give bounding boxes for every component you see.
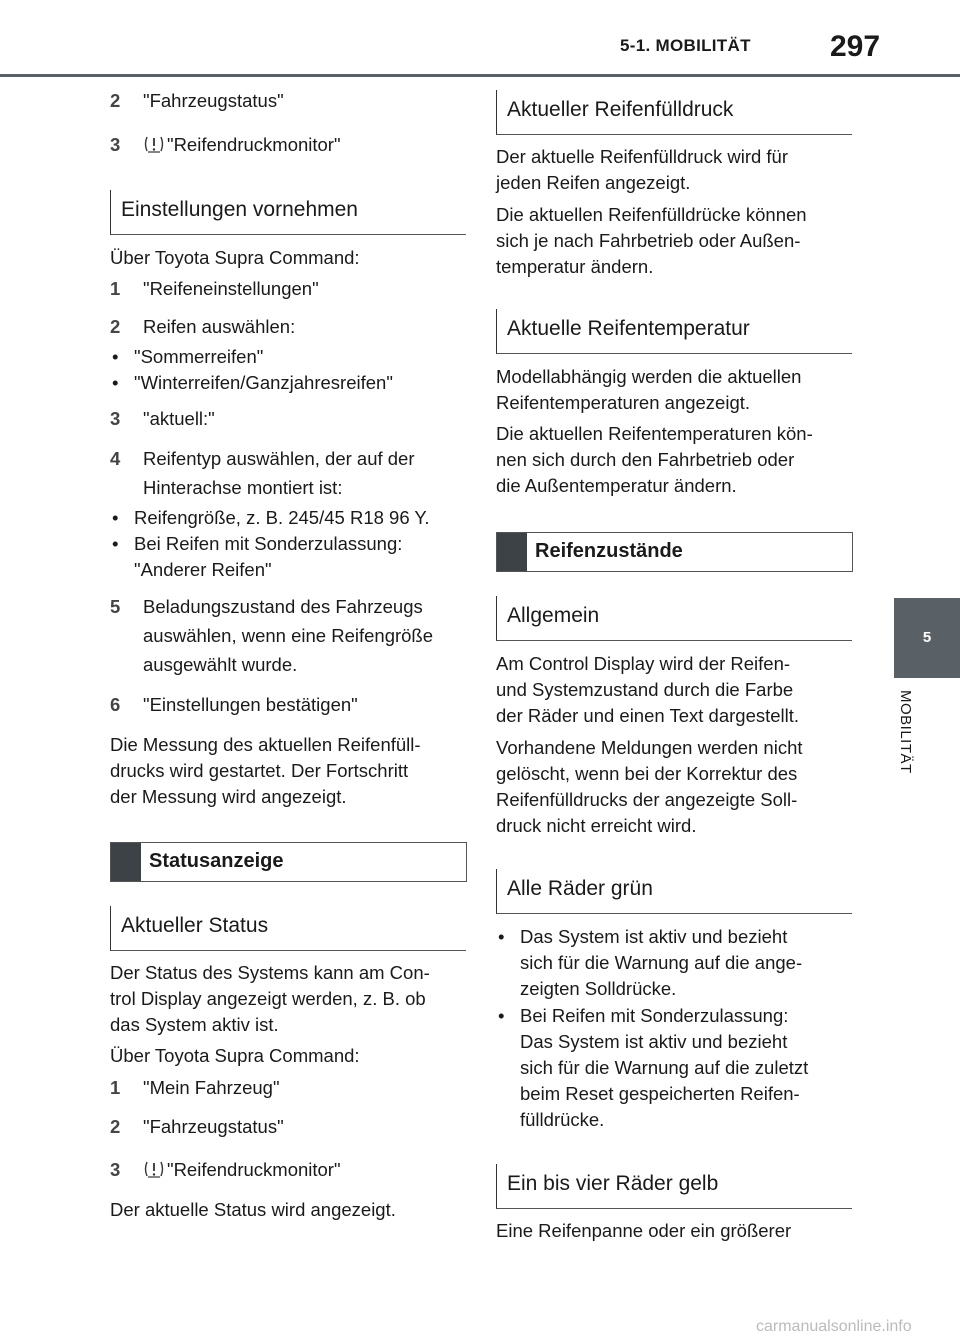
text-line: Der Status des Systems kann am Con- bbox=[110, 962, 430, 983]
paragraph bbox=[496, 202, 851, 280]
step-text: auswählen, wenn eine Reifengröße bbox=[143, 625, 434, 646]
step-text: "Fahrzeugstatus" bbox=[143, 90, 284, 111]
text-line: Der aktuelle Reifenfülldruck wird für bbox=[496, 146, 789, 167]
text-line: Reifentemperaturen angezeigt. bbox=[496, 392, 751, 413]
text-line: Das System ist aktiv und bezieht bbox=[520, 1031, 788, 1052]
text-line: nen sich durch den Fahrbetrieb oder bbox=[496, 449, 795, 470]
heading-text: Einstellungen vornehmen bbox=[121, 198, 358, 221]
text-line: die Außentemperatur ändern. bbox=[496, 475, 737, 496]
heading-text: Aktueller Status bbox=[121, 914, 269, 937]
step-text: Beladungszustand des Fahrzeugs bbox=[143, 596, 423, 617]
text-line: fülldrücke. bbox=[520, 1109, 605, 1130]
tire-warning-icon bbox=[143, 1160, 165, 1178]
chapter-label bbox=[892, 690, 922, 810]
paragraph bbox=[496, 144, 851, 196]
section-heading bbox=[496, 90, 852, 135]
section-heading bbox=[496, 309, 852, 354]
running-header-section: 5-1. MOBILITÄT bbox=[620, 36, 751, 55]
section-heading bbox=[496, 1164, 852, 1209]
text-line: Modellabhängig werden die aktuellen bbox=[496, 366, 802, 387]
bullet-text bbox=[520, 924, 850, 1002]
step-text: "Reifendruckmonitor" bbox=[167, 134, 341, 155]
heading-bar bbox=[111, 843, 141, 881]
paragraph bbox=[496, 364, 851, 416]
text-line: beim Reset gespeicherten Reifen- bbox=[520, 1083, 800, 1104]
paragraph bbox=[496, 651, 851, 729]
text-line: gelöscht, wenn bei der Korrektur des bbox=[496, 763, 798, 784]
step-text: "Reifendruckmonitor" bbox=[167, 1159, 341, 1180]
heading-text: Aktueller Reifenfülldruck bbox=[507, 98, 734, 121]
section-heading bbox=[110, 190, 466, 235]
step-number: 5 bbox=[110, 596, 121, 617]
step-number: 4 bbox=[110, 448, 121, 469]
heading-text: Aktuelle Reifentemperatur bbox=[507, 317, 750, 340]
text-line: druck nicht erreicht wird. bbox=[496, 815, 697, 836]
step-number: 3 bbox=[110, 408, 121, 429]
bullet-text: "Sommerreifen" bbox=[134, 346, 264, 367]
paragraph: Eine Reifenpanne oder ein größerer bbox=[496, 1220, 792, 1241]
text-line: drucks wird gestartet. Der Fortschritt bbox=[110, 760, 409, 781]
text-line: temperatur ändern. bbox=[496, 256, 654, 277]
text-line: jeden Reifen angezeigt. bbox=[496, 172, 691, 193]
step-text: "Reifeneinstellungen" bbox=[143, 278, 319, 299]
major-heading bbox=[110, 842, 467, 882]
bullet-text: Bei Reifen mit Sonderzulassung: bbox=[134, 533, 403, 554]
chapter-label-text: MOBILITÄT bbox=[897, 690, 914, 774]
section-heading bbox=[496, 596, 852, 641]
step-text-wrap bbox=[143, 132, 473, 158]
step-number: 6 bbox=[110, 694, 121, 715]
text-line: sich je nach Fahrbetrieb oder Außen- bbox=[496, 230, 801, 251]
paragraph bbox=[110, 960, 465, 1038]
text-line: sich für die Warnung auf die zuletzt bbox=[520, 1057, 809, 1078]
heading-text: Alle Räder grün bbox=[507, 877, 653, 900]
text-line: Das System ist aktiv und bezieht bbox=[520, 926, 788, 947]
step-text: "Einstellungen bestätigen" bbox=[143, 694, 358, 715]
text-line: Die aktuellen Reifenfülldrücke können bbox=[496, 204, 807, 225]
text-line: sich für die Warnung auf die ange- bbox=[520, 952, 803, 973]
major-heading bbox=[496, 532, 853, 572]
text-line: Die aktuellen Reifentemperaturen kön- bbox=[496, 423, 813, 444]
heading-text: Ein bis vier Räder gelb bbox=[507, 1172, 719, 1195]
paragraph: Über Toyota Supra Command: bbox=[110, 247, 360, 268]
heading-text: Reifenzustände bbox=[535, 540, 683, 562]
page-number: 297 bbox=[830, 30, 881, 63]
step-number: 3 bbox=[110, 1159, 121, 1180]
heading-text: Statusanzeige bbox=[149, 850, 284, 872]
text-line: der Räder und einen Text dargestellt. bbox=[496, 705, 800, 726]
text-line: der Messung wird angezeigt. bbox=[110, 786, 347, 807]
bullet-text: "Anderer Reifen" bbox=[134, 559, 272, 580]
heading-bar bbox=[497, 533, 527, 571]
step-number: 2 bbox=[110, 90, 121, 111]
step-number: 1 bbox=[110, 278, 121, 299]
step-text: "Mein Fahrzeug" bbox=[143, 1077, 280, 1098]
chapter-tab[interactable]: 5 bbox=[894, 598, 960, 678]
paragraph: Über Toyota Supra Command: bbox=[110, 1045, 360, 1066]
text-line: und Systemzustand durch die Farbe bbox=[496, 679, 794, 700]
tire-warning-icon bbox=[143, 135, 165, 153]
text-line: Die Messung des aktuellen Reifenfüll- bbox=[110, 734, 421, 755]
text-line: Reifenfülldrucks der angezeigte Soll- bbox=[496, 789, 798, 810]
header-rule bbox=[0, 74, 960, 77]
paragraph bbox=[496, 421, 851, 499]
section-heading bbox=[496, 869, 852, 914]
section-heading bbox=[110, 906, 466, 951]
text-line: Vorhandene Meldungen werden nicht bbox=[496, 737, 803, 758]
heading-text: Allgemein bbox=[507, 604, 600, 627]
paragraph bbox=[110, 732, 465, 810]
bullet-text bbox=[520, 1003, 850, 1133]
text-line: Bei Reifen mit Sonderzulassung: bbox=[520, 1005, 789, 1026]
bullet-text: Reifengröße, z. B. 245/45 R18 96 Y. bbox=[134, 507, 430, 528]
step-text: ausgewählt wurde. bbox=[143, 654, 298, 675]
text-line: Am Control Display wird der Reifen- bbox=[496, 653, 791, 674]
text-line: trol Display angezeigt werden, z. B. ob bbox=[110, 988, 426, 1009]
step-text: Hinterachse montiert ist: bbox=[143, 477, 343, 498]
step-text: "Fahrzeugstatus" bbox=[143, 1116, 284, 1137]
step-text: "aktuell:" bbox=[143, 408, 215, 429]
text-line: zeigten Solldrücke. bbox=[520, 978, 677, 999]
footer-watermark: carmanualsonline.info bbox=[756, 1318, 912, 1335]
step-number: 1 bbox=[110, 1077, 121, 1098]
paragraph bbox=[496, 735, 851, 839]
text-line: das System aktiv ist. bbox=[110, 1014, 279, 1035]
paragraph: Der aktuelle Status wird angezeigt. bbox=[110, 1199, 396, 1220]
step-number: 3 bbox=[110, 134, 121, 155]
step-text-wrap bbox=[143, 1157, 473, 1183]
step-number: 2 bbox=[110, 316, 121, 337]
step-text: Reifentyp auswählen, der auf der bbox=[143, 448, 415, 469]
bullet-text: "Winterreifen/Ganzjahresreifen" bbox=[134, 372, 393, 393]
step-text: Reifen auswählen: bbox=[143, 316, 296, 337]
step-number: 2 bbox=[110, 1116, 121, 1137]
